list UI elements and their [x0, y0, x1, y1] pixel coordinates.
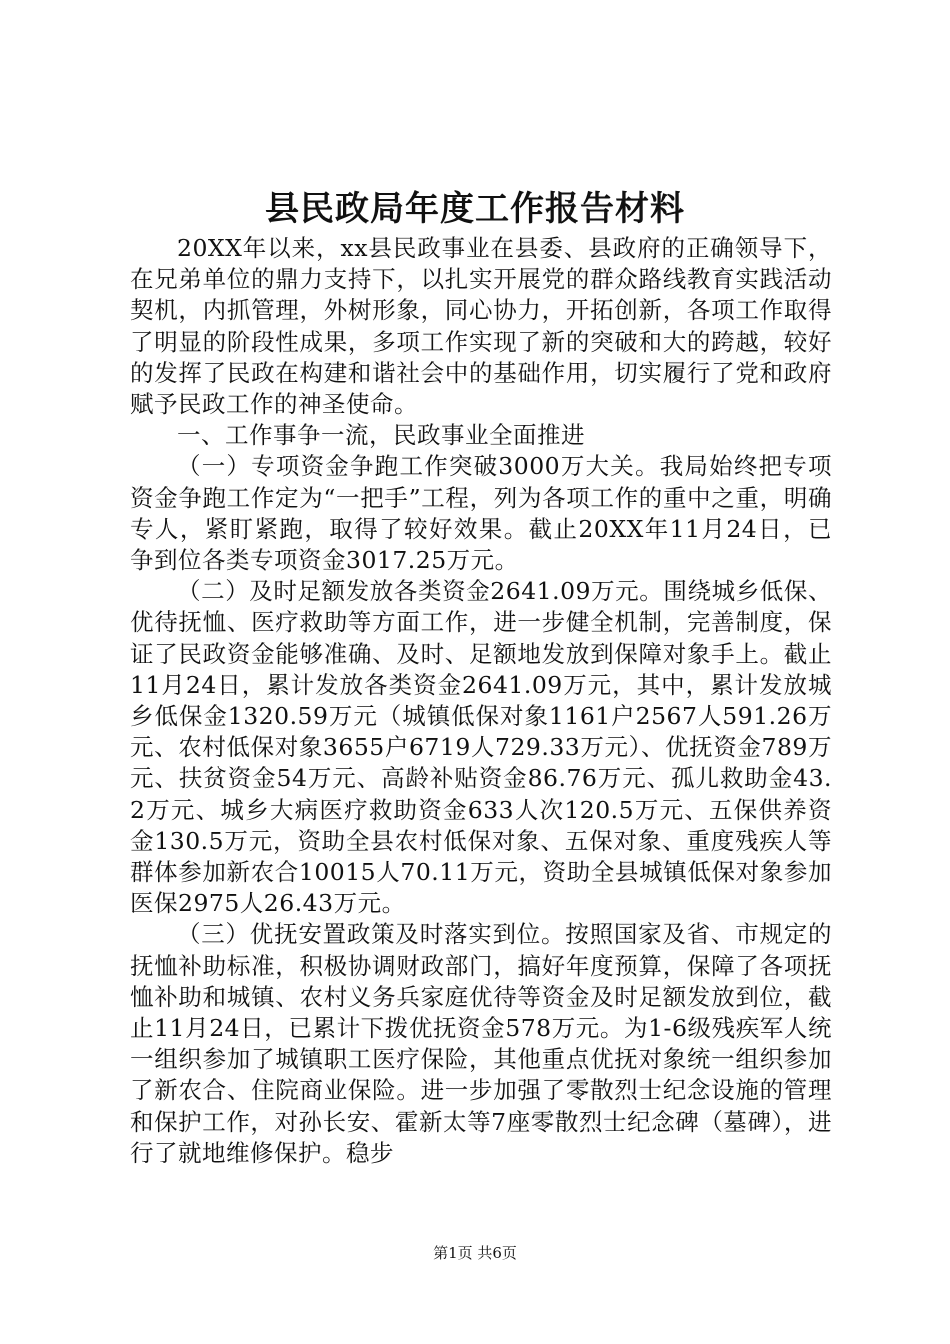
document-title: 县民政局年度工作报告材料 [265, 189, 685, 229]
paragraph-intro: 20XX年以来，xx县民政事业在县委、县政府的正确领导下，在兄弟单位的鼎力支持下，以扎实开展党的群众路线教育实践活动契机，内抓管理，外树形象，同心协力，开拓创新，各项工作取得了明显的阶段性成果，多项工作实现了新的突破和大的跨越，较好的发挥了民政在构建和谐社会中的基础作用，切实履行了党和政府赋予民政工作的神圣使命。 [130, 234, 832, 419]
paragraph-preferential-care: （三）优抚安置政策及时落实到位。按照国家及省、市规定的抚恤补助标准，积极协调财政部门，搞好年度预算，保障了各项抚恤补助和城镇、农村义务兵家庭优待等资金及时足额发放到位，截止11月24日，已累计下拨优抚资金578万元。为1-6级残疾军人统一组织参加了城镇职工医疗保险，其他重点优抚对象统一组织参加了新农合、住院商业保险。进一步加强了零散烈士纪念设施的管理和保护工作，对孙长安、霍新太等7座零散烈士纪念碑（墓碑），进行了就地维修保护。稳步 [130, 920, 832, 1167]
paragraph-special-funds: （一）专项资金争跑工作突破3000万大关。我局始终把专项资金争跑工作定为“一把手”工程，列为各项工作的重中之重，明确专人，紧盯紧跑，取得了较好效果。截止20XX年11月24日，已争到位各类专项资金3017.25万元。 [130, 452, 832, 575]
paragraph-fund-distribution: （二）及时足额发放各类资金2641.09万元。围绕城乡低保、优待抚恤、医疗救助等方面工作，进一步健全机制，完善制度，保证了民政资金能够准确、及时、足额地发放到保障对象手上。截止11月24日，累计发放各类资金2641.09万元，其中，累计发放城乡低保金1320.59万元（城镇低保对象1161户2567人591.26万元、农村低保对象3655户6719人729.33万元）、优抚资金789万元、扶贫资金54万元、高龄补贴资金86.76万元、孤儿救助金43.2万元、城乡大病医疗救助资金633人次120.5万元、五保供养资金130.5万元，资助全县农村低保对象、五保对象、重度残疾人等群体参加新农合10015人70.11万元，资助全县城镇低保对象参加医保2975人26.43万元。 [130, 577, 832, 918]
section-heading-1: 一、工作事争一流，民政事业全面推进 [177, 421, 585, 450]
document-body [130, 233, 832, 1169]
page-footer: 第1页 共6页 [433, 1244, 517, 1262]
